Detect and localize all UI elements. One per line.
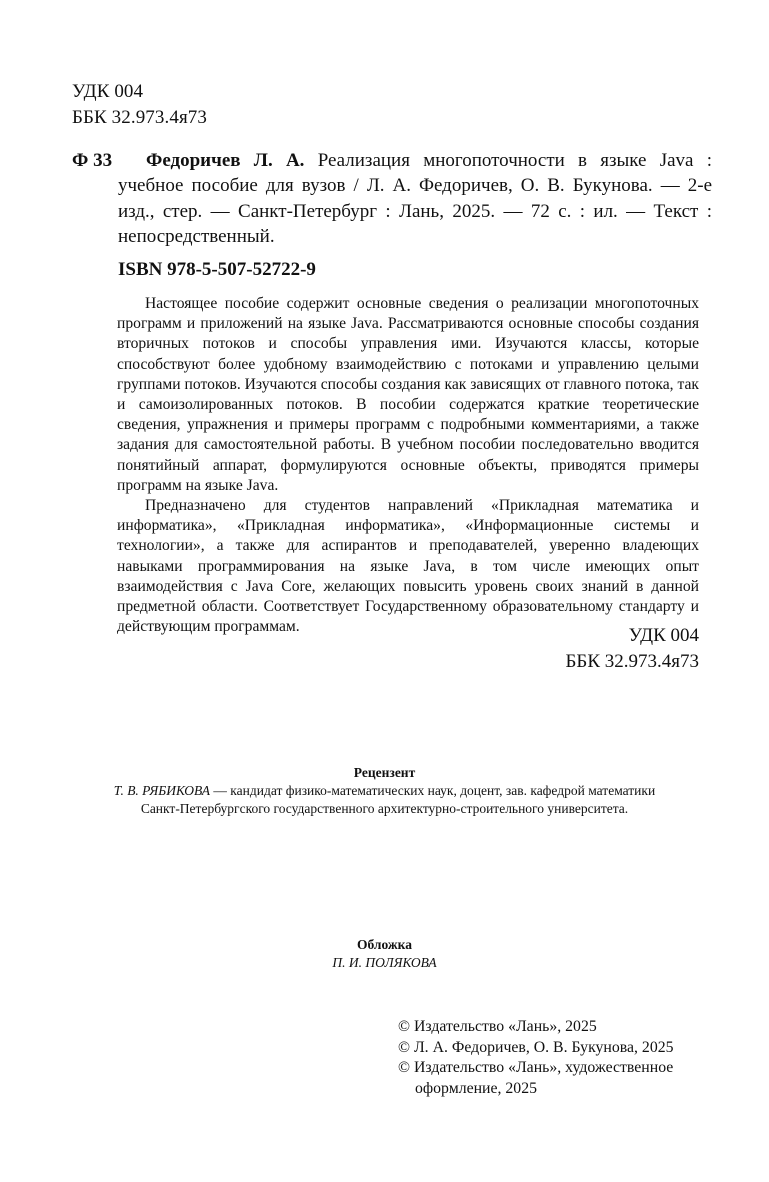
cover-designer: П. И. ПОЛЯКОВА bbox=[332, 955, 437, 970]
bbk-code: ББК 32.973.4я73 bbox=[565, 651, 699, 672]
classification-bottom bbox=[566, 623, 699, 675]
copyright-line: оформление, 2025 bbox=[415, 1079, 537, 1097]
description-text: Реализация многопоточности в языке Java : учебное пособие для вузов / Л. А. Федоричев, О. В. Букунова. — 2-е изд., стер. — Санкт-Петербург : Лань, 2025. — 72 с. : ил. — Текст : непосредственный. bbox=[118, 150, 713, 248]
reviewer-details: — кандидат физико-математических наук, доцент, зав. кафедрой математики bbox=[210, 783, 656, 798]
cover-heading: Обложка bbox=[356, 937, 412, 952]
reviewer-heading: Рецензент bbox=[353, 765, 416, 780]
isbn: ISBN 978-5-507-52722-9 bbox=[118, 259, 316, 280]
annotation-paragraph: Настоящее пособие содержит основные сведения о реализации многопоточных программ и приложений на языке Java. Рассматриваются основные способы создания вторичных потоков и способы управления ими. Изучаются классы, которые способствуют более удобному взаимодействию с потоками и управлению целыми группами потоков. Изучаются способы создания как зависящих от главного потока, так и самоизолированных потоков. В пособии содержатся краткие теоретические сведения, упражнения и примеры программ с подробными комментариями, а также задания для самостоятельной работы. В учебном пособии последовательно вводится понятийный аппарат, формулируются основные объекты, приводятся примеры программ на языке Java. bbox=[117, 295, 699, 494]
reviewer-name: Т. В. РЯБИКОВА bbox=[113, 783, 211, 798]
cover-block bbox=[0, 936, 769, 972]
copyright-block bbox=[398, 1017, 674, 1099]
udk-code: УДК 004 bbox=[628, 625, 699, 646]
bbk-code: ББК 32.973.4я73 bbox=[72, 107, 207, 128]
reviewer-affiliation: Санкт-Петербургского государственного архитектурно-строительного университета. bbox=[140, 801, 629, 816]
author-mark: Ф 33 bbox=[72, 150, 113, 171]
copyright-line: © Издательство «Лань», художественное bbox=[398, 1059, 674, 1076]
udk-code: УДК 004 bbox=[72, 81, 144, 102]
annotation bbox=[117, 294, 699, 637]
bibliographic-description bbox=[118, 148, 712, 250]
author-name: Федоричев Л. А. bbox=[146, 150, 305, 171]
annotation-paragraph: Предназначено для студентов направлений «Прикладная математика и информатика», «Прикладная информатика», «Информационные системы и технологии», а также для аспирантов и преподавателей, уверенно владеющих навыками программирования на языке Java, в том числе имеющих опыт взаимодействия с Java Core, желающих повысить уровень своих знаний в данной предметной области. Соответствует Государственному образовательному стандарту и действующим программам. bbox=[117, 497, 699, 636]
copyright-line: © Л. А. Федоричев, О. В. Букунова, 2025 bbox=[398, 1038, 674, 1056]
reviewer-line bbox=[0, 782, 769, 800]
classification-top bbox=[72, 79, 207, 131]
bibliographic-entry bbox=[72, 148, 712, 250]
reviewer-block bbox=[0, 764, 769, 818]
copyright-line: © Издательство «Лань», 2025 bbox=[398, 1018, 597, 1035]
